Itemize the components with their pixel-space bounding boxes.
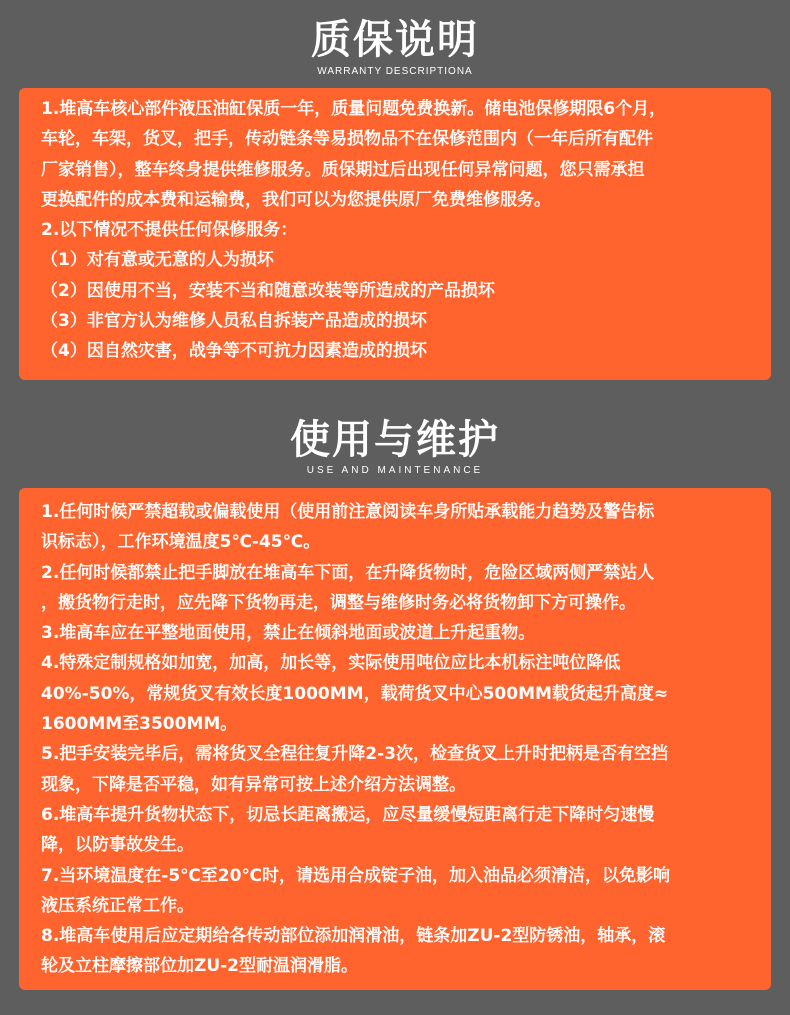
text-line: 8.堆高车使用后应定期给各传动部位添加润滑油，链条加ZU-2型防锈油，轴承，滚 xyxy=(41,926,666,947)
text-line: 40%-50%，常规货叉有效长度1000MM，载荷货叉中心500MM载货起升高度≈ xyxy=(41,683,669,704)
text-line: 5.把手安装完毕后，需将货叉全程往复升降2-3次，检查货叉上升时把柄是否有空挡 xyxy=(41,744,668,765)
text-line: （4）因自然灾害，战争等不可抗力因素造成的损坏 xyxy=(41,341,427,362)
text-line: （1）对有意或无意的人为损坏 xyxy=(41,250,274,271)
text-line: 4.特殊定制规格如加宽，加高，加长等，实际使用吨位应比本机标注吨位降低 xyxy=(41,653,621,674)
text-line: 液压系统正常工作。 xyxy=(41,895,194,916)
text-line: 更换配件的成本费和运输费，我们可以为您提供原厂免费维修服务。 xyxy=(41,189,551,210)
maintenance-box xyxy=(19,488,771,990)
text-line: 轮及立柱摩擦部位加ZU-2型耐温润滑脂。 xyxy=(41,956,359,977)
text-line: 7.当环境温度在-5℃至20℃时，请选用合成锭子油，加入油品必须清洁，以免影响 xyxy=(41,865,670,886)
text-line: 降，以防事故发生。 xyxy=(41,835,194,856)
text-line: 现象，下降是否平稳，如有异常可按上述介绍方法调整。 xyxy=(41,774,466,795)
text-line: 2.以下情况不提供任何保修服务： xyxy=(41,220,298,241)
warranty-subtitle: WARRANTY DESCRIPTIONA xyxy=(317,66,473,77)
maintenance-subtitle: USE AND MAINTENANCE xyxy=(306,465,484,476)
maintenance-title: 使用与维护 xyxy=(290,417,500,463)
text-line: 车轮，车架，货叉，把手，传动链条等易损物品不在保修范围内（一年后所有配件 xyxy=(41,129,653,150)
text-line: 厂家销售），整车终身提供维修服务。质保期过后出现任何异常问题，您只需承担 xyxy=(41,159,645,180)
text-line: 1.任何时候严禁超载或偏载使用（使用前注意阅读车身所贴承载能力趋势及警告标 xyxy=(41,502,655,522)
text-line: 1.堆高车核心部件液压油缸保质一年，质量问题免费换新。储电池保修期限6个月， xyxy=(41,99,667,119)
text-line: 识标志），工作环境温度5℃-45℃。 xyxy=(41,532,321,553)
text-line: （3）非官方认为维修人员私自拆装产品造成的损坏 xyxy=(41,311,427,332)
text-line: （2）因使用不当，安装不当和随意改装等所造成的产品损坏 xyxy=(41,280,495,301)
warranty-title: 质保说明 xyxy=(311,17,479,63)
text-line: 2.任何时候都禁止把手脚放在堆高车下面，在升降货物时，危险区域两侧严禁站人 xyxy=(41,562,655,583)
text-line: ，搬货物行走时，应先降下货物再走，调整与维修时务必将货物卸下方可操作。 xyxy=(41,592,636,613)
warranty-box xyxy=(19,88,771,380)
text-line: 6.堆高车提升货物状态下，切忌长距离搬运，应尽量缓慢短距离行走下降时匀速慢 xyxy=(41,804,655,825)
text-line: 3.堆高车应在平整地面使用，禁止在倾斜地面或波道上升起重物。 xyxy=(41,623,536,644)
text-line: 1600MM至3500MM。 xyxy=(41,714,238,735)
